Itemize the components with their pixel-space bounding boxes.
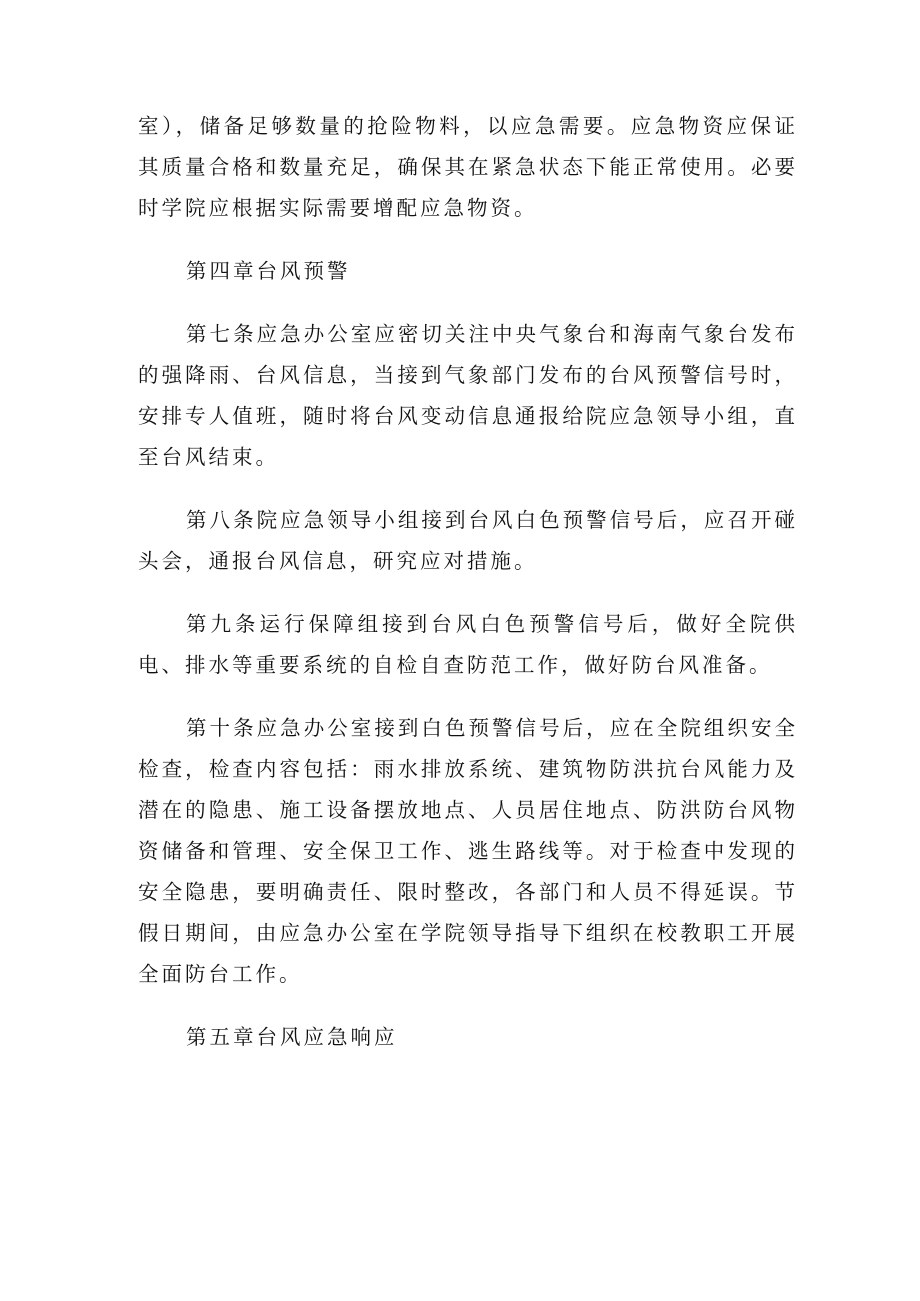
chapter-heading-4: 第四章台风预警 bbox=[186, 259, 351, 283]
document-body bbox=[138, 106, 798, 1080]
chapter-heading-5: 第五章台风应急响应 bbox=[186, 1025, 398, 1049]
article-9-paragraph: 第九条运行保障组接到台风白色预警信号后，做好全院供电、排水等重要系统的自检自查防范工作，做好防台风准备。 bbox=[138, 612, 798, 677]
article-10-paragraph: 第十条应急办公室接到白色预警信号后，应在全院组织安全检查，检查内容包括：雨水排放系统、建筑物防洪抗台风能力及潜在的隐患、施工设备摆放地点、人员居住地点、防洪防台风物资储备和管理、安全保卫工作、逃生路线等。对于检查中发现的安全隐患，要明确责任、限时整改，各部门和人员不得延误。节假日期间，由应急办公室在学院领导指导下组织在校教职工开展全面防台工作。 bbox=[138, 716, 798, 986]
article-7-paragraph: 第七条应急办公室应密切关注中央气象台和海南气象台发布的强降雨、台风信息，当接到气象部门发布的台风预警信号时，安排专人值班，随时将台风变动信息通报给院应急领导小组，直至台风结束。 bbox=[138, 322, 798, 469]
continuation-paragraph: 室），储备足够数量的抢险物料，以应急需要。应急物资应保证其质量合格和数量充足，确保其在紧急状态下能正常使用。必要时学院应根据实际需要增配应急物资。 bbox=[138, 114, 798, 220]
article-8-paragraph: 第八条院应急领导小组接到台风白色预警信号后，应召开碰头会，通报台风信息，研究应对措施。 bbox=[138, 508, 798, 573]
